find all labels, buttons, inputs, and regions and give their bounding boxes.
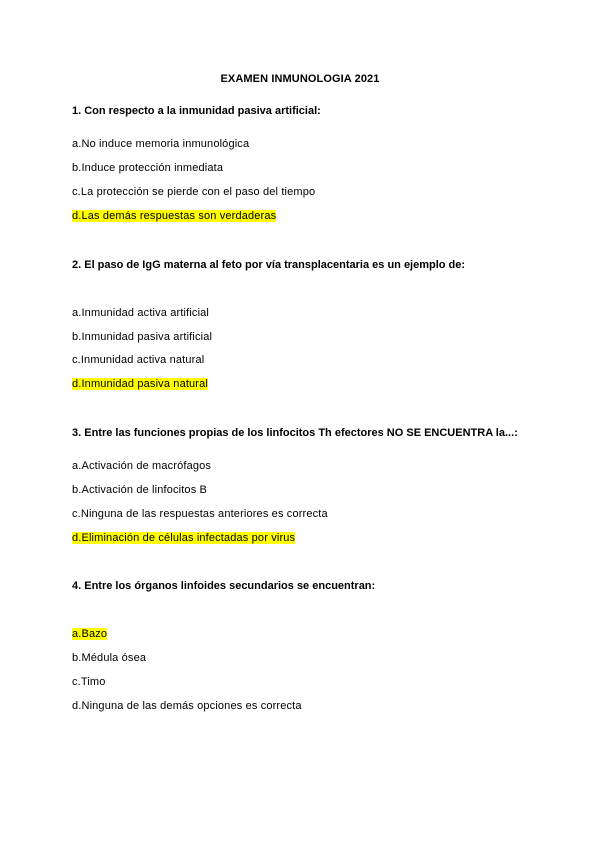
question-4: 4. Entre los órganos linfoides secundarios se encuentran:	[72, 580, 376, 592]
option-text: b.Médula ósea	[72, 652, 147, 664]
question-3: 3. Entre las funciones propias de los linfocitos Th efectores NO SE ENCUENTRA la...:	[72, 427, 518, 439]
question-3-option-c	[72, 508, 328, 520]
option-text: c.Inmunidad activa natural	[72, 354, 205, 366]
page-title: EXAMEN INMUNOLOGIA 2021	[220, 73, 380, 85]
question-1-option-d	[72, 210, 276, 222]
highlighted-answer: d.Eliminación de células infectadas por virus	[72, 532, 296, 544]
option-text: a.Activación de macrófagos	[72, 460, 212, 472]
question-2-option-d	[72, 378, 208, 390]
highlighted-answer: d.Inmunidad pasiva natural	[72, 378, 208, 390]
option-text: a.No induce memoria inmunológica	[72, 138, 250, 150]
highlighted-answer: a.Bazo	[72, 628, 108, 640]
option-text: b.Activación de linfocitos B	[72, 484, 208, 496]
question-3-option-d	[72, 532, 295, 544]
question-2-option-a	[72, 307, 209, 319]
question-2: 2. El paso de IgG materna al feto por vía transplacentaria es un ejemplo de:	[72, 259, 466, 271]
option-text: c.La protección se pierde con el paso del tiempo	[72, 186, 316, 198]
question-1-option-a	[72, 138, 249, 150]
question-4-option-a	[72, 628, 107, 640]
option-text: b.Induce protección inmediata	[72, 162, 224, 174]
question-3-option-a	[72, 460, 211, 472]
question-2-option-c	[72, 354, 204, 366]
option-text: a.Inmunidad activa artificial	[72, 307, 210, 319]
question-4-option-b	[72, 652, 146, 664]
question-2-option-b	[72, 331, 212, 343]
question-4-option-c	[72, 676, 106, 688]
question-1: 1. Con respecto a la inmunidad pasiva artificial:	[72, 105, 321, 117]
option-text: b.Inmunidad pasiva artificial	[72, 331, 213, 343]
question-1-option-c	[72, 186, 315, 198]
highlighted-answer: d.Las demás respuestas son verdaderas	[72, 210, 277, 222]
question-3-option-b	[72, 484, 207, 496]
option-text: d.Ninguna de las demás opciones es correcta	[72, 700, 302, 712]
option-text: c.Timo	[72, 676, 106, 688]
option-text: c.Ninguna de las respuestas anteriores es correcta	[72, 508, 328, 520]
question-1-option-b	[72, 162, 223, 174]
question-4-option-d	[72, 700, 302, 712]
